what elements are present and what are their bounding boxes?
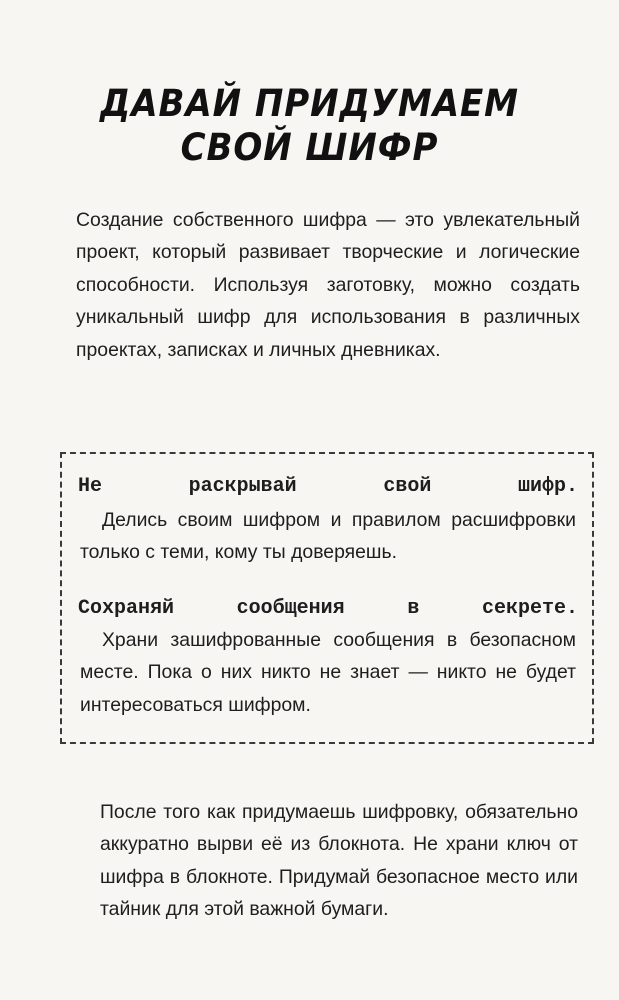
rule-1-text: Делись своим шифром и правилом расшифровки только с теми, кому ты доверяешь. bbox=[80, 509, 576, 564]
page-title bbox=[25, 82, 594, 170]
rule-2-title: Сохраняй сообщения в секрете. bbox=[78, 597, 578, 620]
intro-text: Создание собственного шифра — это увлекательный проект, который развивает творческие и логические способности. Используя заготовку, можно создать уникальный шифр для использования в различных проектах, записках и личных дневниках. bbox=[76, 209, 580, 361]
title-line-2: СВОЙ ШИФР bbox=[180, 126, 439, 169]
rule-2-text: Храни зашифрованные сообщения в безопасном месте. Пока о них никто не знает — никто не будет интересоваться шифром. bbox=[80, 629, 576, 716]
intro-paragraph bbox=[76, 204, 580, 366]
title-line-1: ДАВАЙ ПРИДУМАЕМ bbox=[100, 82, 519, 125]
rule-1-title: Не раскрывай свой шифр. bbox=[78, 475, 578, 498]
outro-text: После того как придумаешь шифровку, обязательно аккуратно вырви её из блокнота. Не храни ключ от шифра в блокноте. Придумай безопасное место или тайник для этой важной бумаги. bbox=[100, 801, 578, 921]
outro-paragraph bbox=[100, 796, 578, 926]
